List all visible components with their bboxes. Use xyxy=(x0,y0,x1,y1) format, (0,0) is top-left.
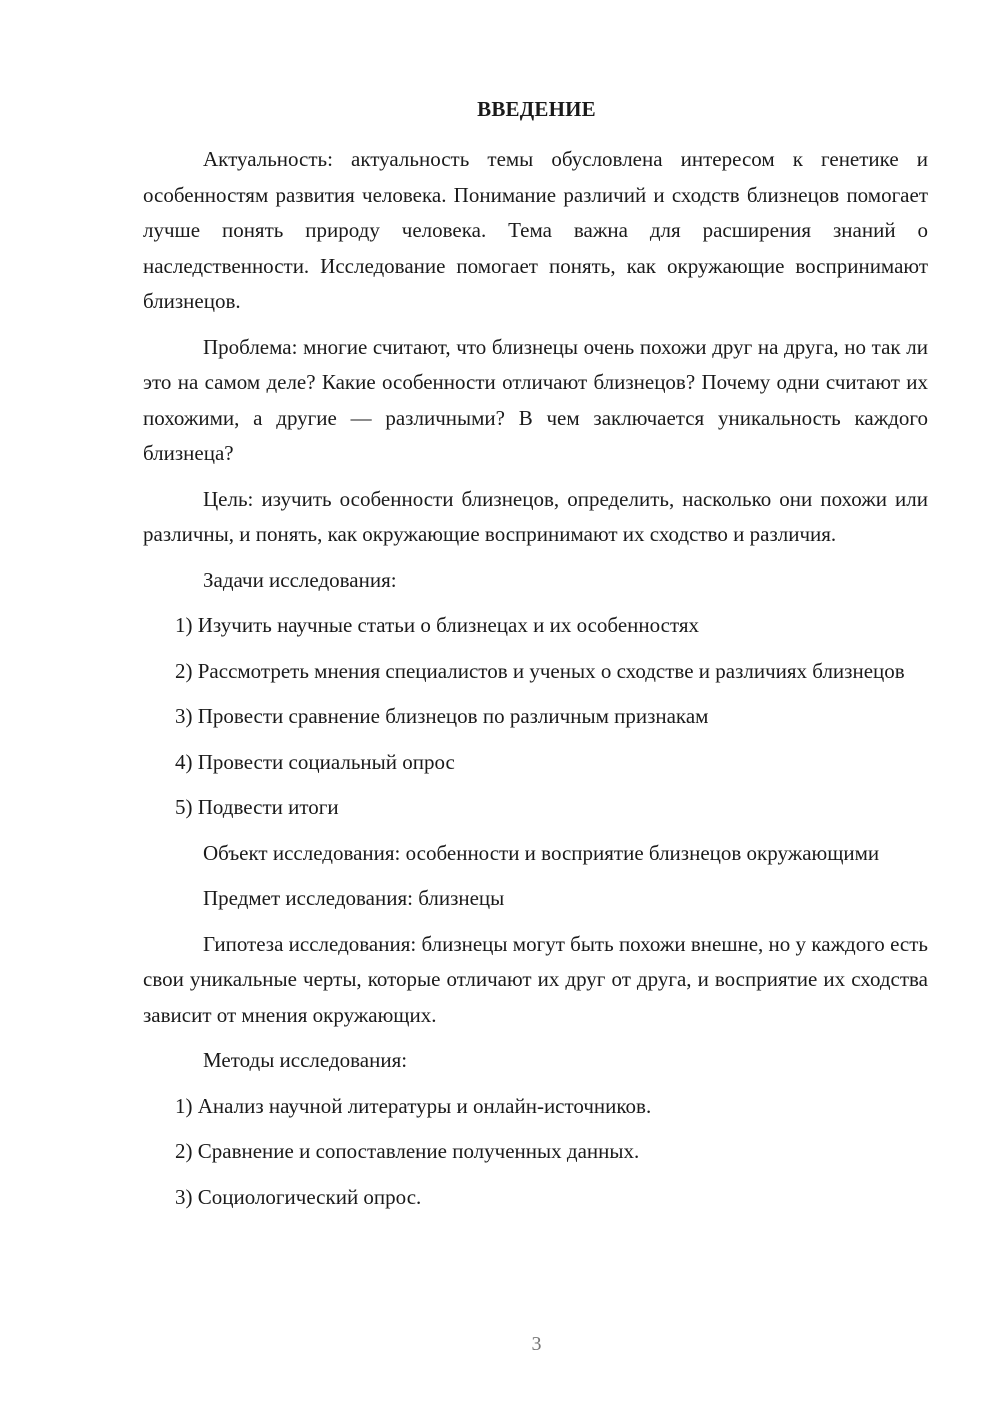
page-title: ВВЕДЕНИЕ xyxy=(477,97,596,121)
task-item-1: 1) Изучить научные статьи о близнецах и их особенностях xyxy=(175,613,700,637)
page-number: 3 xyxy=(531,1333,542,1355)
method-item-1: 1) Анализ научной литературы и онлайн-источников. xyxy=(175,1093,652,1118)
task-item-3: 3) Провести сравнение близнецов по различным признакам xyxy=(175,704,709,728)
document-body xyxy=(143,142,928,1225)
paragraph-hypothesis: Гипотеза исследования: близнецы могут быть похожи внешне, но у каждого есть свои уникальные черты, которые отличают их друг от друга, и восприятие их сходства зависит от мнения окружающих. xyxy=(143,931,928,1027)
paragraph-tasks-heading: Задачи исследования: xyxy=(203,567,397,592)
task-item-5: 5) Подвести итоги xyxy=(175,795,339,819)
paragraph-relevance: Актуальность: актуальность темы обусловлена интересом к генетике и особенностям развития человека. Понимание различий и сходств близнецов помогает лучше понять природу человека. Тема важна для расширения знаний о наследственности. Исследование помогает понять, как окружающие воспринимают близнецов. xyxy=(143,147,928,313)
paragraph-object: Объект исследования: особенности и восприятие близнецов окружающими xyxy=(203,840,880,865)
task-item-2: 2) Рассмотреть мнения специалистов и ученых о сходстве и различиях близнецов xyxy=(175,658,905,683)
paragraph-problem: Проблема: многие считают, что близнецы очень похожи друг на друга, но так ли это на самом деле? Какие особенности отличают близнецов? Почему одни считают их похожими, а другие — различными? В чем заключается уникальность каждого близнеца? xyxy=(143,334,928,465)
paragraph-methods-heading: Методы исследования: xyxy=(203,1048,408,1072)
paragraph-goal: Цель: изучить особенности близнецов, определить, насколько они похожи или различны, и понять, как окружающие воспринимают их сходство и различия. xyxy=(143,486,928,546)
task-item-4: 4) Провести социальный опрос xyxy=(175,749,455,774)
method-item-3: 3) Социологический опрос. xyxy=(175,1184,422,1209)
method-item-2: 2) Сравнение и сопоставление полученных данных. xyxy=(175,1139,640,1163)
paragraph-subject: Предмет исследования: близнецы xyxy=(203,886,505,910)
